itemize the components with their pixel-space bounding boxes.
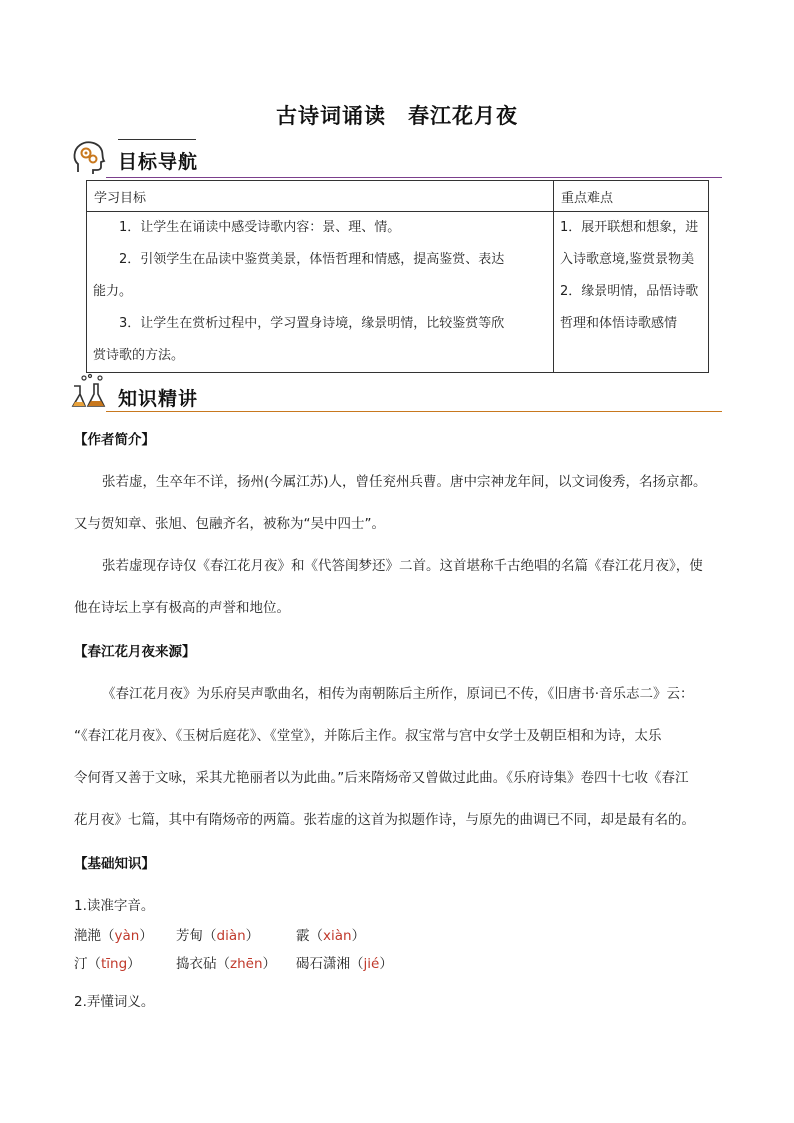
key-point-line: 2．缘景明情，品悟诗歌 (560, 284, 699, 299)
origin-paragraph-line: 《春江花月夜》为乐府吴声歌曲名，相传为南朝陈后主所作，原词已不传，《旧唐书·音乐志二》云： (102, 686, 694, 702)
objective-line: 赏诗歌的方法。 (93, 348, 185, 363)
key-points-header: 重点难点 (554, 181, 709, 212)
pinyin-reading: diàn (216, 928, 246, 944)
pinyin-entry: 芳甸（diàn） (176, 928, 260, 944)
objective-line: 能力。 (93, 284, 133, 299)
goals-table (86, 180, 709, 373)
pinyin-reading: jié (363, 956, 380, 972)
objective-line: 2．引领学生在品读中鉴赏美景，体悟哲理和情感，提高鉴赏、表达 (119, 252, 505, 267)
basics-item-pronunciation: 1.读准字音。 (74, 898, 155, 914)
knowledge-heading: 知识精讲 (118, 388, 199, 410)
pinyin-entry: 碣石潇湘（jié） (296, 956, 393, 972)
origin-paragraph-line: 花月夜》七篇，其中有隋炀帝的两篇。张若虚的这首为拟题作诗，与原先的曲调已不同，却是最有名的。 (74, 812, 695, 828)
objective-line: 1．让学生在诵读中感受诗歌内容：景、理、情。 (119, 220, 401, 235)
pinyin-word: 碣石潇湘 (296, 956, 350, 972)
key-points-cell (554, 212, 709, 373)
pinyin-entry: 捣衣砧（zhēn） (176, 956, 277, 972)
key-point-line: 1．展开联想和想象，进 (560, 220, 699, 235)
head-gears-icon (70, 138, 110, 178)
origin-paragraph-line: “《春江花月夜》、《玉树后庭花》、《堂堂》，并陈后主作。叔宝常与宫中女学士及朝臣相和为诗，太乐 (74, 728, 662, 744)
origin-paragraph-line: 令何胥又善于文咏，采其尤艳丽者以为此曲。”后来隋炀帝又曾做过此曲。《乐府诗集》卷四十七收《春江 (74, 770, 689, 786)
basics-heading: 【基础知识】 (74, 856, 155, 872)
key-point-line: 入诗歌意境,鉴赏景物美 (560, 252, 695, 267)
pinyin-word: 滟滟 (74, 928, 101, 944)
author-paragraph-line: 张若虚现存诗仅《春江花月夜》和《代答闺梦还》二首。这首堪称千古绝唱的名篇《春江花月夜》，使 (102, 558, 703, 574)
goals-heading: 目标导航 (118, 151, 199, 173)
author-paragraph-line: 张若虚，生卒年不详，扬州(今属江苏)人，曾任兖州兵曹。唐中宗神龙年间，以文词俊秀，名扬京都。 (102, 474, 707, 490)
origin-heading: 【春江花月夜来源】 (74, 644, 196, 660)
flask-icon (70, 372, 110, 412)
author-heading: 【作者简介】 (74, 432, 155, 448)
goals-section-header (70, 138, 722, 178)
page-title: 古诗词诵读 春江花月夜 (276, 104, 518, 128)
pinyin-reading: tīng (101, 956, 128, 972)
pinyin-word: 捣衣砧 (176, 956, 217, 972)
pinyin-reading: yàn (114, 928, 140, 944)
pinyin-entry: 霰（xiàn） (296, 928, 366, 944)
key-point-line: 哲理和体悟诗歌感情 (560, 316, 678, 331)
knowledge-divider (106, 411, 722, 413)
objectives-header: 学习目标 (87, 181, 554, 212)
pinyin-reading: xiàn (323, 928, 352, 944)
author-paragraph-line: 又与贺知章、张旭、包融齐名，被称为“吴中四士”。 (74, 516, 385, 532)
pinyin-word: 汀 (74, 956, 88, 972)
knowledge-section-header (70, 372, 722, 412)
objective-line: 3．让学生在赏析过程中，学习置身诗境，缘景明情，比较鉴赏等欣 (119, 316, 505, 331)
basics-item-vocabulary: 2.弄懂词义。 (74, 994, 155, 1010)
objectives-cell (87, 212, 554, 373)
author-paragraph-line: 他在诗坛上享有极高的声誉和地位。 (74, 600, 290, 616)
goals-divider (106, 177, 722, 179)
pinyin-entry: 滟滟（yàn） (74, 928, 153, 944)
pinyin-entry: 汀（tīng） (74, 956, 141, 972)
pinyin-reading: zhēn (230, 956, 263, 972)
pinyin-word: 霰 (296, 928, 310, 944)
pinyin-word: 芳甸 (176, 928, 203, 944)
